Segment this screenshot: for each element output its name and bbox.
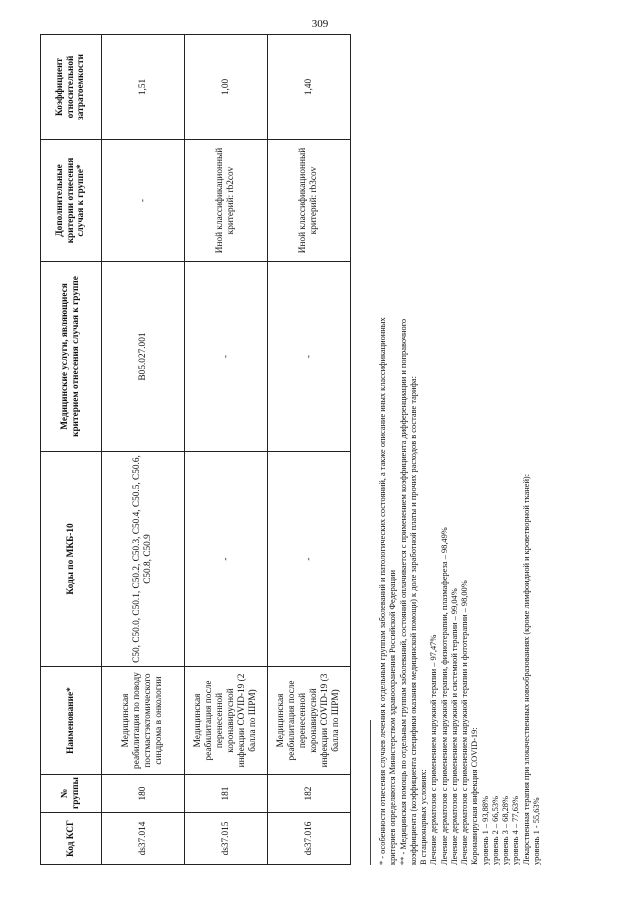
footnote-line: В стационарных условиях: [419,769,428,865]
cell-name: Медицинская реабилитация по поводу постмастэктомического синдрома в онкологии [102,667,185,775]
footnote-line: Лечение дерматозов с применением наружной терапии, физиотерапии, плазмафереза – 98,49% [439,527,449,865]
page-number: 309 [311,18,329,30]
cell-code: ds37.016 [268,813,351,865]
ksg-table [40,34,351,865]
cell-code: ds37.015 [185,813,268,865]
footnote-line: ** - Медицинская помощь по отдельным группам заболеваний, состояний оплачивается с применением коэффициента дифференциации и поправочного [398,318,408,865]
cell-mkb: - [185,452,268,667]
cell-code: ds37.014 [102,813,185,865]
header-criteria: Дополнительные критерии отнесения случая к группе* [41,140,102,262]
cell-coef: 1,00 [185,35,268,140]
footnote-line: * - особенности отнесения случаев лечения к отдельным группам заболеваний и патологических состояний, а также описание иных классификационных [378,317,387,865]
footnote-line: Лекарственная терапия при злокачественных новообразованиях (кроме лимфоидной и кроветворной тканей): [521,473,531,865]
cell-name: Медицинская реабилитация после перенесенной коронавирусной инфекции COVID-19 (3 балла по ШРМ) [268,667,351,775]
footnote-line: уровень 1 – 93,88% [480,796,490,865]
cell-name: Медицинская реабилитация после перенесенной коронавирусной инфекции COVID-19 (2 балла по ШРМ) [185,667,268,775]
cell-criteria: - [102,140,185,262]
table-row [102,35,185,865]
footnote-line: критериев определяются Министерством здравоохранения Российской Федерации [388,570,398,865]
cell-group: 180 [102,775,185,813]
table-row [268,35,351,865]
cell-services: - [185,262,268,452]
cell-group: 182 [268,775,351,813]
footnote-line: Коронавирусная инфекция COVID-19: [470,727,480,865]
footnote-line: Лечение дерматозов с применением наружной терапии – 97,47% [429,634,439,865]
footnote-line: уровень 2 – 66,53% [490,796,500,865]
footnote-line: уровень 1 - 55,63% [531,797,541,865]
table-header-row [41,35,102,865]
cell-criteria: Иной классификационный критерий: rb3cov [268,140,351,262]
rotated-content [40,35,610,865]
cell-group: 181 [185,775,268,813]
header-group: № группы [41,775,102,813]
header-name: Наименование* [41,667,102,775]
footnote-line: коэффициента (коэффициента специфики оказания медицинской помощи) к доле заработной платы и прочих расходов в составе тарифа: [408,376,418,865]
header-code: Код КСГ [41,813,102,865]
footnote-line: Лечение дерматозов с применением наружной и системной терапии – 99,04% [449,588,459,865]
table-row [185,35,268,865]
header-coef: Коэффициент относительной затратоемкости [41,35,102,140]
footnote-line: Лечение дерматозов с применением наружной терапии и фототерапии – 98,00% [460,580,469,865]
footnotes [370,35,542,865]
cell-mkb: C50, C50.0, C50.1, C50.2, C50.3, C50.4, C50.5, C50.6, C50.8, C50.9 [102,452,185,667]
header-services: Медицинские услуги, являющиеся критерием отнесения случая к группе [41,262,102,452]
cell-criteria: Иной классификационный критерий: rb2cov [185,140,268,262]
footnote-line: уровень 4 – 77,63% [511,796,521,865]
cell-mkb: - [268,452,351,667]
footnote-line: уровень 3 – 68,28% [501,796,510,865]
cell-services: - [268,262,351,452]
cell-coef: 1,40 [268,35,351,140]
footnote-separator [370,720,371,865]
header-mkb: Коды по МКБ-10 [41,452,102,667]
cell-coef: 1,51 [102,35,185,140]
cell-services: B05.027.001 [102,262,185,452]
